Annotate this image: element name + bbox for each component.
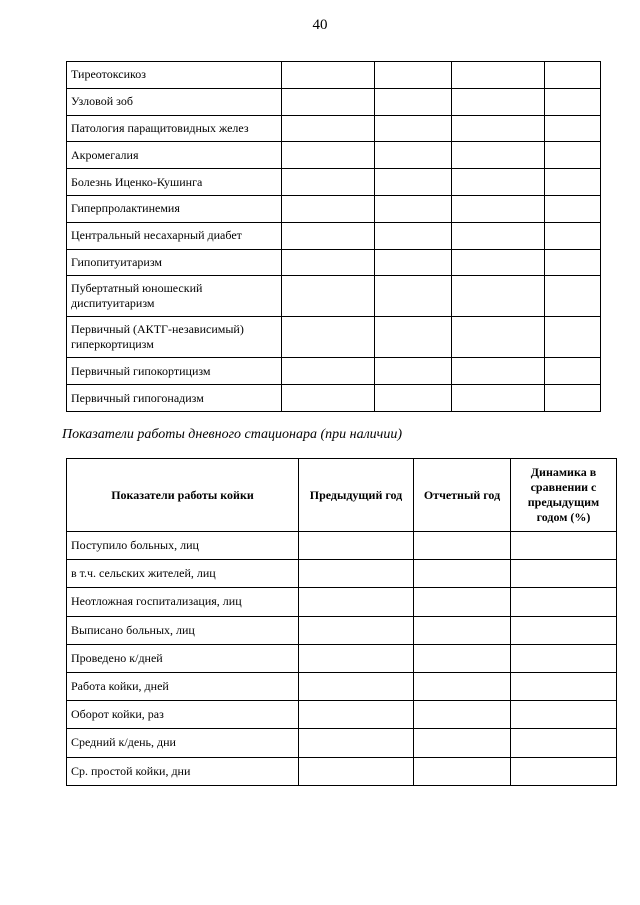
table-cell[interactable]: [452, 317, 545, 358]
table-cell[interactable]: [452, 276, 545, 317]
table-cell[interactable]: [414, 560, 511, 588]
table-cell[interactable]: [282, 195, 375, 222]
table-cell[interactable]: [452, 142, 545, 169]
table-row: [67, 115, 601, 142]
table-row: [67, 757, 617, 785]
table-cell[interactable]: [299, 672, 414, 700]
table-row: [67, 276, 601, 317]
table-cell[interactable]: [414, 532, 511, 560]
table-cell[interactable]: [545, 88, 601, 115]
table-cell[interactable]: [299, 757, 414, 785]
diseases-table: [66, 61, 601, 412]
row-label: Работа койки, дней: [67, 672, 299, 700]
table-cell[interactable]: [452, 222, 545, 249]
table-cell[interactable]: [299, 616, 414, 644]
table-cell[interactable]: [511, 672, 617, 700]
row-label: Проведено к/дней: [67, 644, 299, 672]
table-row: [67, 169, 601, 196]
table-cell[interactable]: [545, 142, 601, 169]
table-cell[interactable]: [282, 222, 375, 249]
row-label: Первичный гипокортицизм: [67, 358, 282, 385]
table-cell[interactable]: [282, 169, 375, 196]
row-label: Гиперпролактинемия: [67, 195, 282, 222]
table-cell[interactable]: [452, 195, 545, 222]
table-cell[interactable]: [375, 317, 452, 358]
table-cell[interactable]: [545, 195, 601, 222]
row-label: Пубертатный юношеский диспитуитаризм: [67, 276, 282, 317]
row-label: Патология паращитовидных желез: [67, 115, 282, 142]
row-label: Поступило больных, лиц: [67, 532, 299, 560]
table-cell[interactable]: [299, 588, 414, 616]
table-cell[interactable]: [375, 142, 452, 169]
table-cell[interactable]: [414, 672, 511, 700]
table-row: [67, 195, 601, 222]
row-label: Ср. простой койки, дни: [67, 757, 299, 785]
table-cell[interactable]: [414, 701, 511, 729]
header-reporting-year: Отчетный год: [414, 459, 511, 532]
table-row: [67, 62, 601, 89]
row-label: Оборот койки, раз: [67, 701, 299, 729]
row-label: Гипопитуитаризм: [67, 249, 282, 276]
table-cell[interactable]: [545, 385, 601, 412]
row-label: Неотложная госпитализация, лиц: [67, 588, 299, 616]
table-row: [67, 616, 617, 644]
table-cell[interactable]: [545, 358, 601, 385]
table-cell[interactable]: [452, 358, 545, 385]
row-label: Средний к/день, дни: [67, 729, 299, 757]
table-cell[interactable]: [414, 757, 511, 785]
table-cell[interactable]: [375, 88, 452, 115]
table-row: [67, 142, 601, 169]
row-label: Первичный (АКТГ-независимый) гиперкортицизм: [67, 317, 282, 358]
table-cell[interactable]: [375, 222, 452, 249]
table-cell[interactable]: [511, 701, 617, 729]
table-cell[interactable]: [545, 222, 601, 249]
header-row: [67, 459, 617, 532]
table-cell[interactable]: [282, 142, 375, 169]
table-cell[interactable]: [511, 644, 617, 672]
table-cell[interactable]: [452, 385, 545, 412]
table-row: [67, 701, 617, 729]
table-cell[interactable]: [282, 88, 375, 115]
row-label: Выписано больных, лиц: [67, 616, 299, 644]
table-row: [67, 385, 601, 412]
header-dynamics: Динамика в сравнении с предыдущим годом (%): [511, 459, 617, 532]
table-cell[interactable]: [414, 588, 511, 616]
table-cell[interactable]: [545, 169, 601, 196]
table-cell[interactable]: [452, 249, 545, 276]
table-cell[interactable]: [375, 358, 452, 385]
table-cell[interactable]: [299, 644, 414, 672]
page-number: 40: [312, 17, 328, 33]
table-cell[interactable]: [452, 115, 545, 142]
table-row: [67, 88, 601, 115]
table-cell[interactable]: [414, 616, 511, 644]
table-cell[interactable]: [545, 276, 601, 317]
table-row: [67, 249, 601, 276]
row-label: Узловой зоб: [67, 88, 282, 115]
table-row: [67, 588, 617, 616]
table-row: [67, 672, 617, 700]
table-cell[interactable]: [545, 62, 601, 89]
table-cell[interactable]: [282, 115, 375, 142]
table-cell[interactable]: [511, 757, 617, 785]
table-cell[interactable]: [511, 616, 617, 644]
table-row: [67, 560, 617, 588]
table-cell[interactable]: [511, 588, 617, 616]
row-label: Тиреотоксикоз: [67, 62, 282, 89]
table-cell[interactable]: [511, 729, 617, 757]
table-cell[interactable]: [299, 729, 414, 757]
table-cell[interactable]: [299, 701, 414, 729]
table-row: [67, 317, 601, 358]
table-cell[interactable]: [545, 317, 601, 358]
table-cell[interactable]: [375, 115, 452, 142]
table-cell[interactable]: [375, 276, 452, 317]
table-cell[interactable]: [414, 729, 511, 757]
indicators-table: [66, 458, 617, 786]
table-cell[interactable]: [282, 62, 375, 89]
table-cell[interactable]: [545, 249, 601, 276]
table-cell[interactable]: [282, 249, 375, 276]
table-row: [67, 644, 617, 672]
row-label: Центральный несахарный диабет: [67, 222, 282, 249]
table-cell[interactable]: [282, 276, 375, 317]
table-cell[interactable]: [375, 195, 452, 222]
table-cell[interactable]: [299, 532, 414, 560]
table-cell[interactable]: [452, 169, 545, 196]
table-cell[interactable]: [299, 560, 414, 588]
section-title: Показатели работы дневного стационара (при наличии): [62, 427, 403, 442]
header-indicator: Показатели работы койки: [67, 459, 299, 532]
table-cell[interactable]: [282, 317, 375, 358]
table-cell[interactable]: [511, 532, 617, 560]
table-cell[interactable]: [375, 249, 452, 276]
table-cell[interactable]: [511, 560, 617, 588]
row-label: Акромегалия: [67, 142, 282, 169]
row-label: Болезнь Иценко-Кушинга: [67, 169, 282, 196]
table-cell[interactable]: [375, 385, 452, 412]
table-cell[interactable]: [452, 88, 545, 115]
table-cell[interactable]: [545, 115, 601, 142]
table-cell[interactable]: [282, 385, 375, 412]
row-label: Первичный гипогонадизм: [67, 385, 282, 412]
table-cell[interactable]: [414, 644, 511, 672]
table-row: [67, 222, 601, 249]
table-row: [67, 532, 617, 560]
table-cell[interactable]: [452, 62, 545, 89]
row-label: в т.ч. сельских жителей, лиц: [67, 560, 299, 588]
table-cell[interactable]: [282, 358, 375, 385]
table-row: [67, 358, 601, 385]
table-cell[interactable]: [375, 169, 452, 196]
table-row: [67, 729, 617, 757]
table-cell[interactable]: [375, 62, 452, 89]
header-previous-year: Предыдущий год: [299, 459, 414, 532]
